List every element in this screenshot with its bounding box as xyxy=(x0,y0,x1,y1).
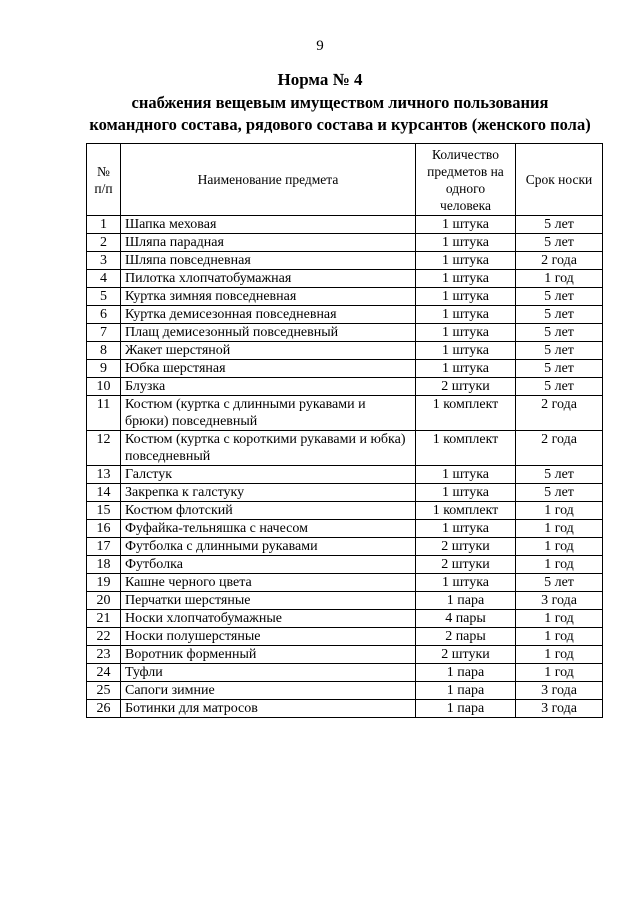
document-subtitle xyxy=(70,92,610,136)
table-row xyxy=(87,646,603,664)
cell-number: 2 xyxy=(87,234,121,252)
cell-quantity: 1 комплект xyxy=(416,396,516,431)
cell-wear-term: 3 года xyxy=(516,592,603,610)
cell-quantity: 1 штука xyxy=(416,288,516,306)
cell-item-name: Закрепка к галстуку xyxy=(121,484,416,502)
cell-quantity: 1 пара xyxy=(416,700,516,718)
cell-item-name: Ботинки для матросов xyxy=(121,700,416,718)
cell-item-name: Жакет шерстяной xyxy=(121,342,416,360)
table-row xyxy=(87,628,603,646)
cell-quantity: 1 штука xyxy=(416,342,516,360)
cell-wear-term: 1 год xyxy=(516,610,603,628)
cell-wear-term: 3 года xyxy=(516,700,603,718)
table-row xyxy=(87,324,603,342)
cell-wear-term: 2 года xyxy=(516,396,603,431)
cell-item-name: Сапоги зимние xyxy=(121,682,416,700)
table-row xyxy=(87,270,603,288)
cell-item-name: Костюм флотский xyxy=(121,502,416,520)
cell-item-name: Воротник форменный xyxy=(121,646,416,664)
cell-wear-term: 5 лет xyxy=(516,216,603,234)
table-row xyxy=(87,431,603,466)
cell-item-name: Шапка меховая xyxy=(121,216,416,234)
cell-item-name: Фуфайка-тельняшка с начесом xyxy=(121,520,416,538)
table-row xyxy=(87,360,603,378)
cell-quantity: 1 комплект xyxy=(416,502,516,520)
cell-wear-term: 5 лет xyxy=(516,342,603,360)
cell-wear-term: 1 год xyxy=(516,646,603,664)
cell-number: 13 xyxy=(87,466,121,484)
cell-quantity: 1 штука xyxy=(416,234,516,252)
table-row xyxy=(87,502,603,520)
cell-item-name: Костюм (куртка с короткими рукавами и юбка) повседневный xyxy=(121,431,416,466)
table-row xyxy=(87,288,603,306)
table-row xyxy=(87,306,603,324)
table-row xyxy=(87,216,603,234)
cell-wear-term: 5 лет xyxy=(516,234,603,252)
cell-wear-term: 5 лет xyxy=(516,484,603,502)
cell-wear-term: 1 год xyxy=(516,664,603,682)
cell-number: 19 xyxy=(87,574,121,592)
table-row xyxy=(87,682,603,700)
cell-quantity: 1 штука xyxy=(416,252,516,270)
table-row xyxy=(87,610,603,628)
cell-quantity: 4 пары xyxy=(416,610,516,628)
cell-wear-term: 1 год xyxy=(516,628,603,646)
table-row xyxy=(87,520,603,538)
page-number: 9 xyxy=(316,38,324,54)
cell-quantity: 2 штуки xyxy=(416,538,516,556)
cell-number: 16 xyxy=(87,520,121,538)
cell-number: 9 xyxy=(87,360,121,378)
cell-number: 20 xyxy=(87,592,121,610)
table-row xyxy=(87,252,603,270)
table-row xyxy=(87,484,603,502)
cell-number: 26 xyxy=(87,700,121,718)
cell-number: 17 xyxy=(87,538,121,556)
cell-item-name: Туфли xyxy=(121,664,416,682)
cell-wear-term: 3 года xyxy=(516,682,603,700)
cell-quantity: 1 штука xyxy=(416,306,516,324)
cell-item-name: Кашне черного цвета xyxy=(121,574,416,592)
table-row xyxy=(87,592,603,610)
cell-item-name: Куртка демисезонная повседневная xyxy=(121,306,416,324)
table-row xyxy=(87,396,603,431)
cell-wear-term: 1 год xyxy=(516,502,603,520)
cell-item-name: Футболка xyxy=(121,556,416,574)
cell-number: 11 xyxy=(87,396,121,431)
cell-item-name: Носки хлопчатобумажные xyxy=(121,610,416,628)
cell-wear-term: 5 лет xyxy=(516,574,603,592)
cell-quantity: 1 пара xyxy=(416,592,516,610)
cell-number: 1 xyxy=(87,216,121,234)
header-item-name: Наименование предмета xyxy=(121,144,416,216)
cell-number: 8 xyxy=(87,342,121,360)
cell-number: 4 xyxy=(87,270,121,288)
cell-number: 6 xyxy=(87,306,121,324)
subtitle-line-1: снабжения вещевым имуществом личного пользования xyxy=(131,93,549,112)
cell-wear-term: 5 лет xyxy=(516,360,603,378)
cell-wear-term: 1 год xyxy=(516,556,603,574)
cell-number: 10 xyxy=(87,378,121,396)
cell-wear-term: 2 года xyxy=(516,431,603,466)
cell-number: 22 xyxy=(87,628,121,646)
cell-number: 5 xyxy=(87,288,121,306)
cell-wear-term: 5 лет xyxy=(516,378,603,396)
supply-norm-table xyxy=(86,143,603,718)
cell-wear-term: 5 лет xyxy=(516,288,603,306)
cell-item-name: Куртка зимняя повседневная xyxy=(121,288,416,306)
cell-wear-term: 1 год xyxy=(516,538,603,556)
cell-wear-term: 5 лет xyxy=(516,466,603,484)
cell-item-name: Пилотка хлопчатобумажная xyxy=(121,270,416,288)
cell-wear-term: 5 лет xyxy=(516,324,603,342)
cell-number: 18 xyxy=(87,556,121,574)
cell-number: 21 xyxy=(87,610,121,628)
header-wear-term: Срок носки xyxy=(516,144,603,216)
cell-quantity: 1 штука xyxy=(416,484,516,502)
cell-quantity: 1 штука xyxy=(416,466,516,484)
cell-quantity: 1 комплект xyxy=(416,431,516,466)
cell-item-name: Перчатки шерстяные xyxy=(121,592,416,610)
cell-item-name: Юбка шерстяная xyxy=(121,360,416,378)
cell-item-name: Шляпа повседневная xyxy=(121,252,416,270)
table-row xyxy=(87,556,603,574)
cell-number: 12 xyxy=(87,431,121,466)
table-row xyxy=(87,700,603,718)
table-row xyxy=(87,342,603,360)
cell-number: 3 xyxy=(87,252,121,270)
cell-item-name: Костюм (куртка с длинными рукавами и брюки) повседневный xyxy=(121,396,416,431)
cell-quantity: 1 штука xyxy=(416,270,516,288)
cell-wear-term: 1 год xyxy=(516,520,603,538)
table-row xyxy=(87,538,603,556)
cell-number: 7 xyxy=(87,324,121,342)
cell-wear-term: 1 год xyxy=(516,270,603,288)
cell-quantity: 2 штуки xyxy=(416,646,516,664)
cell-wear-term: 5 лет xyxy=(516,306,603,324)
cell-quantity: 1 пара xyxy=(416,682,516,700)
subtitle-line-2: командного состава, рядового состава и курсантов (женского пола) xyxy=(89,115,591,134)
cell-quantity: 1 штука xyxy=(416,360,516,378)
table-row xyxy=(87,574,603,592)
table-row xyxy=(87,234,603,252)
header-quantity: Количество предметов на одного человека xyxy=(416,144,516,216)
cell-item-name: Шляпа парадная xyxy=(121,234,416,252)
header-number: № п/п xyxy=(87,144,121,216)
cell-item-name: Блузка xyxy=(121,378,416,396)
cell-number: 25 xyxy=(87,682,121,700)
cell-quantity: 1 штука xyxy=(416,324,516,342)
cell-item-name: Галстук xyxy=(121,466,416,484)
table-body xyxy=(87,216,603,718)
cell-number: 14 xyxy=(87,484,121,502)
cell-quantity: 2 пары xyxy=(416,628,516,646)
cell-quantity: 1 пара xyxy=(416,664,516,682)
cell-item-name: Футболка с длинными рукавами xyxy=(121,538,416,556)
cell-number: 24 xyxy=(87,664,121,682)
cell-quantity: 2 штуки xyxy=(416,556,516,574)
cell-wear-term: 2 года xyxy=(516,252,603,270)
table-row xyxy=(87,466,603,484)
table-row xyxy=(87,664,603,682)
document-title: Норма № 4 xyxy=(277,70,363,89)
table-row xyxy=(87,378,603,396)
cell-quantity: 2 штуки xyxy=(416,378,516,396)
cell-item-name: Носки полушерстяные xyxy=(121,628,416,646)
cell-quantity: 1 штука xyxy=(416,520,516,538)
cell-quantity: 1 штука xyxy=(416,216,516,234)
cell-number: 15 xyxy=(87,502,121,520)
cell-quantity: 1 штука xyxy=(416,574,516,592)
cell-number: 23 xyxy=(87,646,121,664)
cell-item-name: Плащ демисезонный повседневный xyxy=(121,324,416,342)
